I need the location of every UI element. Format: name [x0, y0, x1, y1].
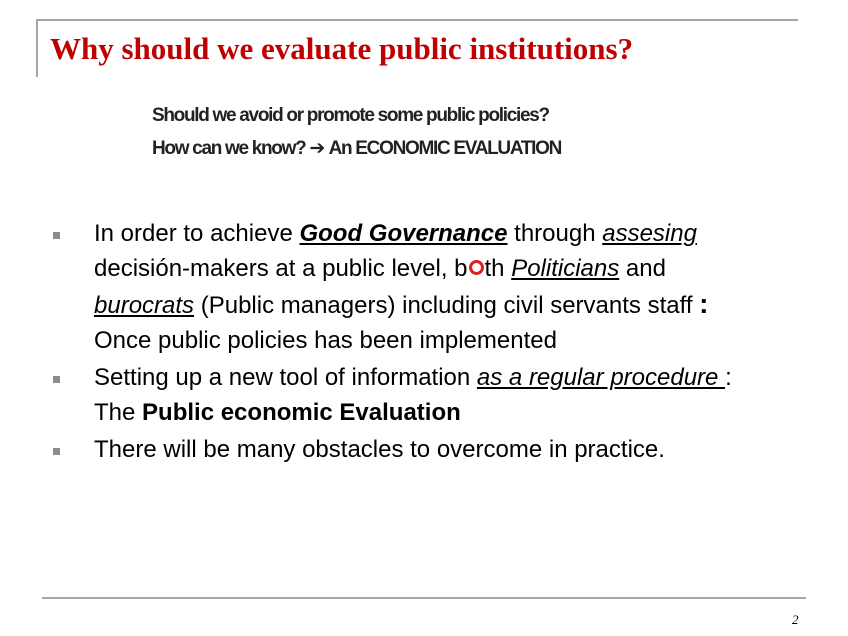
bottom-rule — [42, 597, 806, 599]
assesing-term: assesing — [602, 220, 697, 247]
slide-subtitle — [152, 99, 561, 165]
text-run: In order to achieve — [94, 220, 300, 247]
colon-mark: : — [699, 288, 709, 319]
good-governance-term: Good Governance — [299, 220, 508, 247]
page-number: 2 — [792, 612, 799, 627]
top-rule — [36, 19, 798, 21]
left-rule — [36, 19, 38, 77]
square-bullet-icon — [53, 376, 60, 383]
bullet-text — [94, 220, 708, 354]
bullet-text: There will be many obstacles to overcome in practice. — [94, 436, 665, 463]
text-run: decisión-makers at a public level, b — [94, 255, 468, 282]
text-run: through — [507, 220, 603, 247]
politicians-term: Politicians — [511, 255, 620, 282]
bullet-text — [94, 364, 732, 426]
text-run: Setting up a new tool of information — [94, 364, 477, 391]
slide-title: Why should we evaluate public institutions? — [50, 31, 634, 66]
arrow-right-icon: ➔ — [309, 137, 326, 159]
list-item — [48, 360, 738, 430]
text-run: th — [484, 255, 512, 282]
regular-procedure-term: as a regular procedure — [476, 364, 726, 391]
list-item — [48, 216, 738, 358]
text-run: (Public managers) including civil servants staff — [194, 292, 700, 319]
bullet-list — [48, 216, 738, 469]
square-bullet-icon — [53, 448, 60, 455]
subtitle-line-2 — [152, 132, 561, 165]
square-bullet-icon — [53, 232, 60, 239]
burocrats-term: burocrats — [94, 292, 195, 319]
text-run: : The — [94, 364, 732, 426]
subtitle-answer: An ECONOMIC EVALUATION — [325, 138, 562, 159]
subtitle-question: How can we know? — [152, 138, 306, 159]
subtitle-line-1: Should we avoid or promote some public policies? — [152, 105, 549, 126]
cursor-circle-icon — [469, 260, 484, 275]
list-item — [48, 432, 738, 467]
text-run: and — [619, 255, 666, 282]
text-run: Once public policies has been implemented — [94, 327, 557, 354]
evaluation-term: Public economic Evaluation — [142, 399, 461, 426]
